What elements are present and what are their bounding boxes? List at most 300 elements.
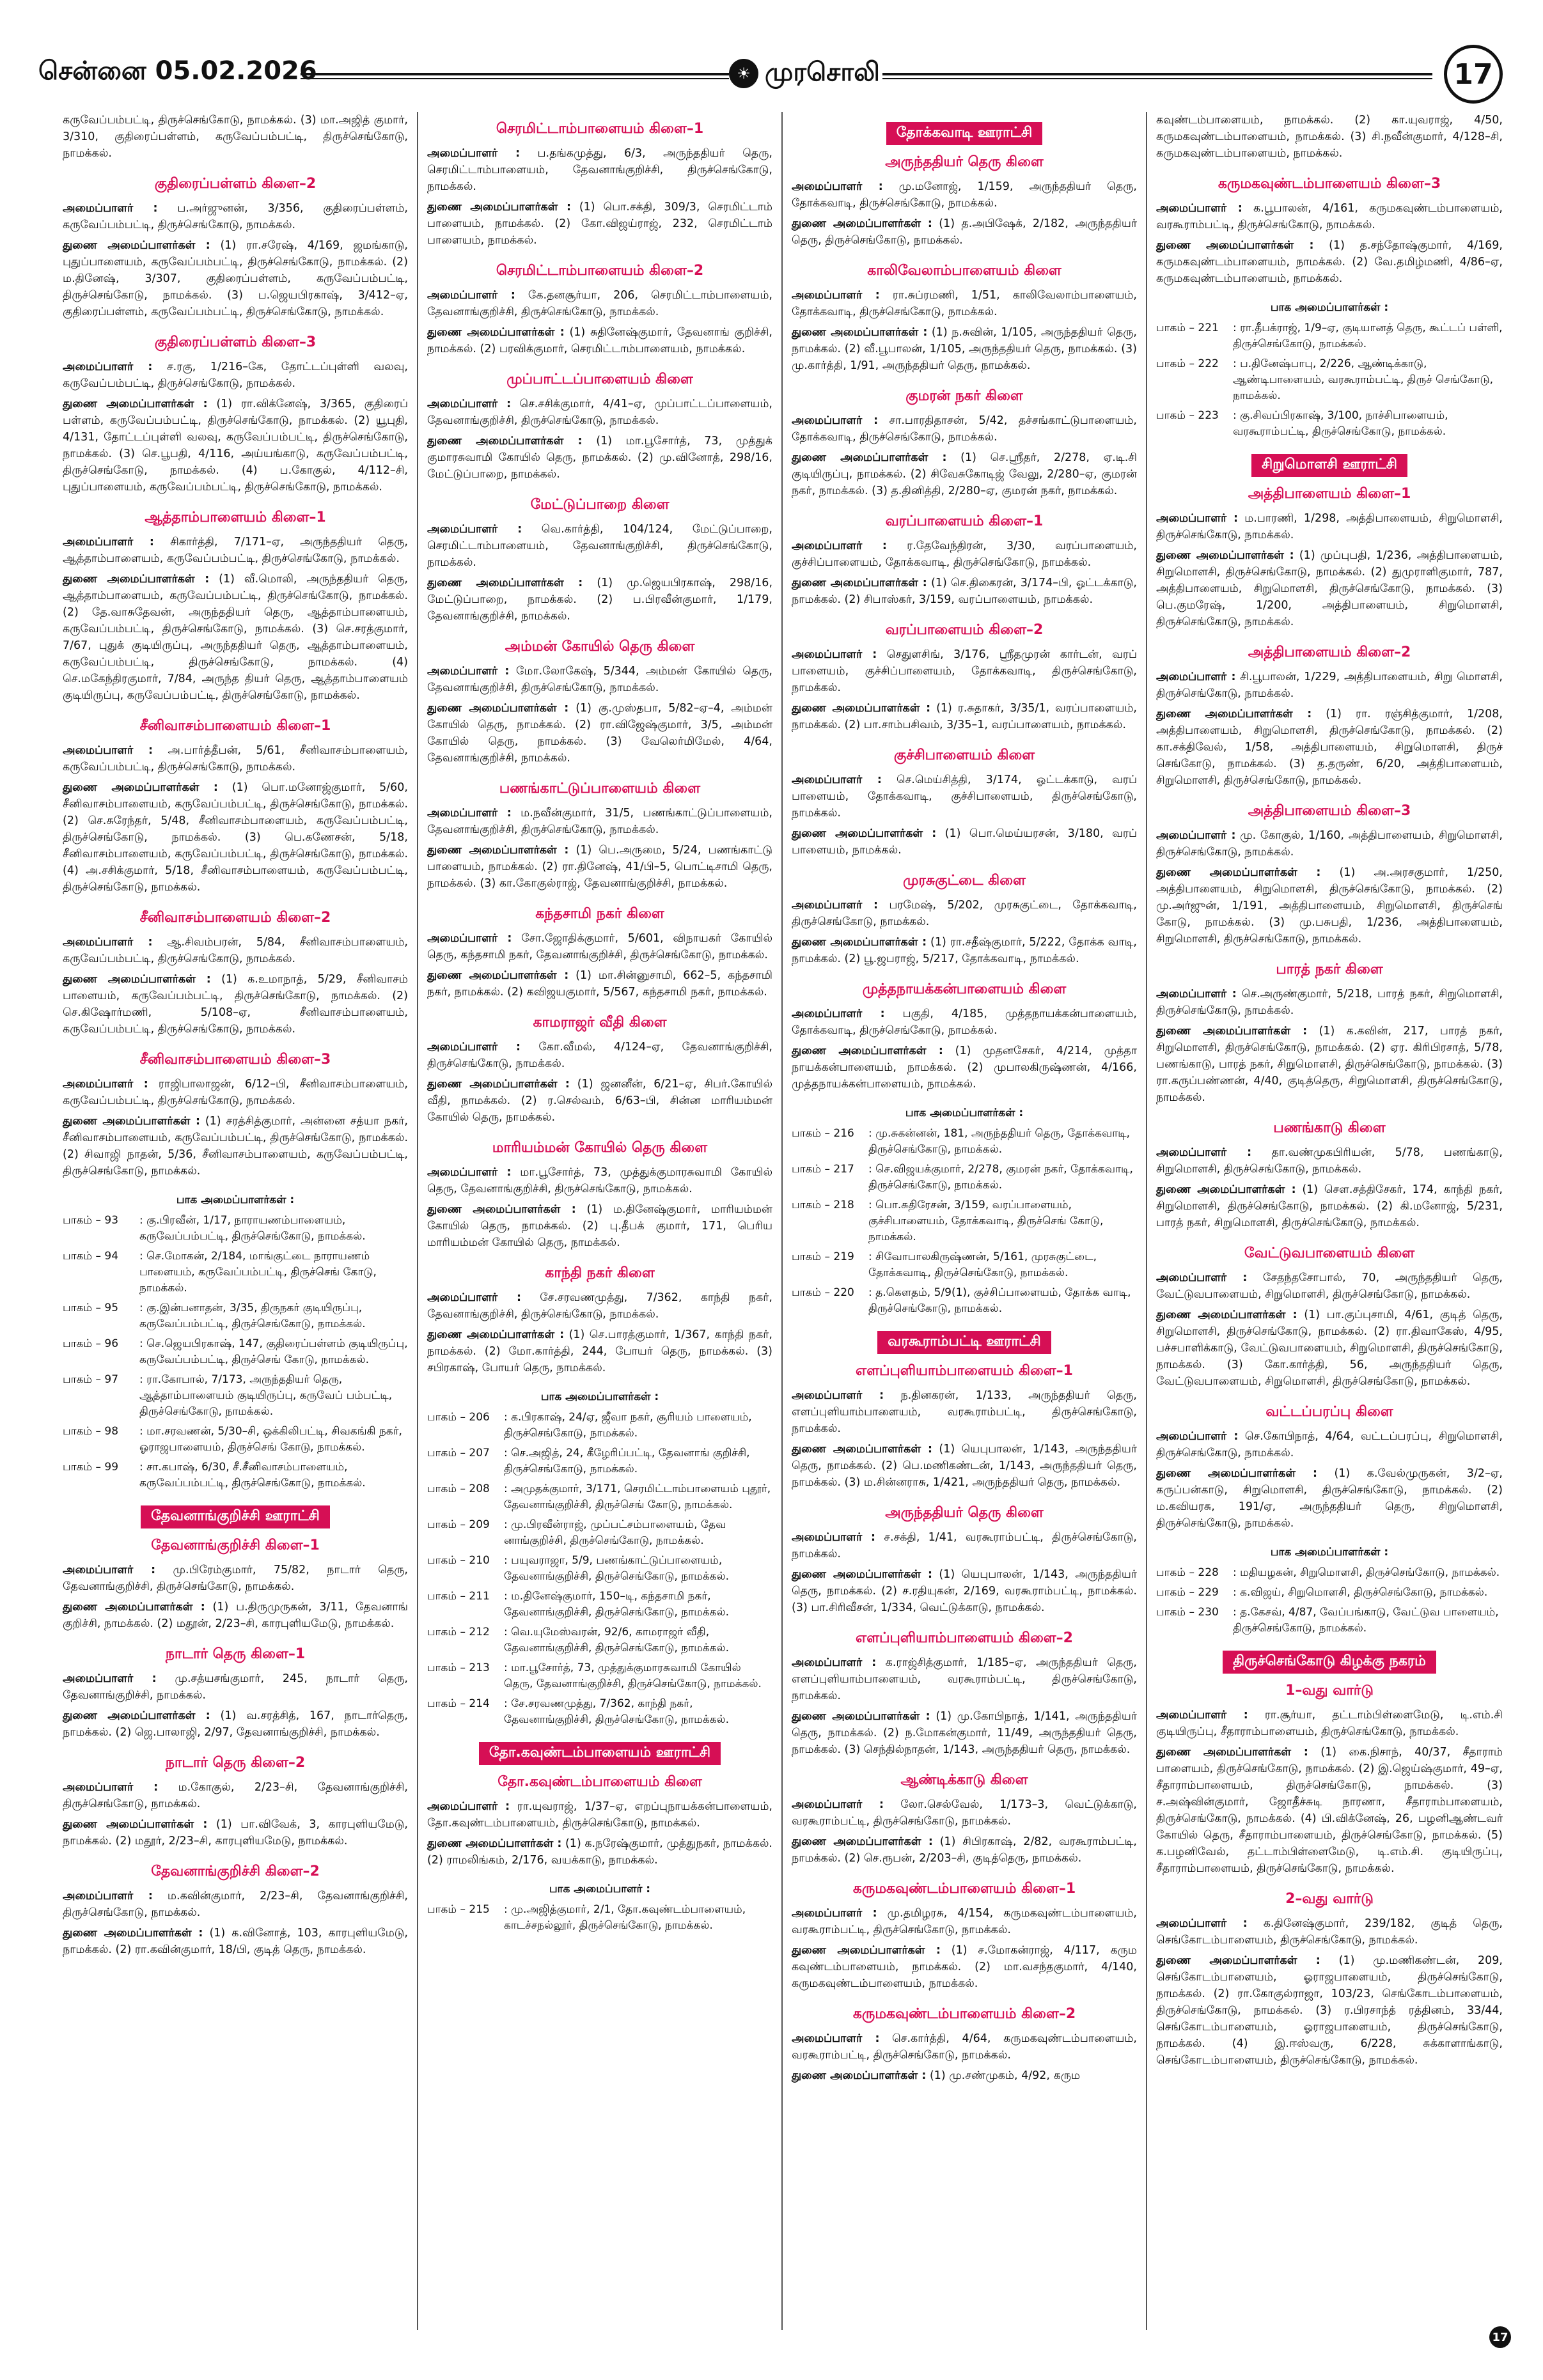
booth-member: : பயுவராஜா, 5/9, பணங்காட்டுப்பாளையம், தேவனாங்குறிச்சி, திருச்செங்கோடு, நாமக்கல்.: [504, 1554, 730, 1583]
role-label: அமைப்பாளர் :: [63, 1781, 159, 1794]
booth-number: பாகம் – 94: [63, 1250, 119, 1263]
booth-number: பாகம் – 95: [63, 1302, 119, 1314]
booth-row: [63, 1300, 408, 1332]
member-details: (1) க.கவின், 217, பாரத் நகர், சிறுமொளசி, திருச்செங்கோடு, நாமக்கல். (2) ஏர. கிரிபிரசாத், 5/78, பணங்காடு, பாரத் நகர், சிறுமொளசி, திருச்செங்கோடு, நாமக்கல். (3) ரா.கருப்பண்ணன், 4/40, குடித்தெரு, சிறுமொளசி, திருச்செங்கோடு, நாமக்கல்.: [1156, 1025, 1503, 1104]
role-label: துணை அமைப்பாளர்கள் :: [1156, 549, 1294, 562]
member-entry: [427, 842, 772, 892]
member-details: மு.சத்யசங்குமார், 245, நாடார் தெரு, தேவனாங்குறிச்சி, நாமக்கல்.: [63, 1672, 408, 1702]
branch-section: [427, 1265, 772, 1376]
branch-section: [1156, 1891, 1503, 2069]
member-entry: [427, 199, 772, 249]
page-number-badge: 17: [1444, 45, 1503, 104]
member-entry: [63, 571, 408, 704]
member-details: செ.அருண்குமார், 5/218, பாரத் நகர், சிறுமொளசி, திருச்செங்கோடு, நாமக்கல்.: [1156, 988, 1503, 1017]
column-3: [783, 112, 1147, 2330]
branch-title: ஆத்தாம்பாளையம் கிளை–1: [145, 509, 326, 525]
branch-title: குதிரைப்பள்ளம் கிளை–2: [154, 176, 317, 192]
booth-row: [1156, 1565, 1503, 1581]
booth-number: பாகம் – 218: [792, 1199, 854, 1211]
branch-section: [792, 1881, 1137, 1992]
member-details: (1) ஜனனீன், 6/21–ஏ, சிபர்.கோயில் வீதி, நாமக்கல். (2) ர.செல்வம், 6/63–பி, சின்ன மாரியம்மன் கோயில் தெரு, நாமக்கல்.: [427, 1078, 772, 1124]
branch-section: [1156, 1120, 1503, 1231]
branch-title: செரமிட்டாம்பாளையம் கிளை–2: [496, 263, 704, 279]
booth-row: [427, 1553, 772, 1585]
member-details: க.பூபாலன், 4/161, கருமகவுண்டம்பாளையம், வரகூராம்பட்டி, திருச்செங்கோடு, நாமக்கல்.: [1156, 202, 1503, 231]
member-details: ந.தினகரன், 1/133, அருந்ததியர் தெரு, எளப்புளியாம்பாளையம், வரகூராம்பட்டி, திருச்செங்கோடு, நாமக்கல்.: [792, 1389, 1137, 1435]
branch-title: கருமகவுண்டம்பாளையம் கிளை–2: [852, 2006, 1076, 2022]
member-entry: [792, 412, 1137, 446]
member-details: ராஜிபாலாஜன், 6/12–பி, சீனிவாசம்பாளையம், கருவேப்பம்பட்டி, திருச்செங்கோடு, நாமக்கல்.: [63, 1078, 408, 1107]
booth-row: [792, 1126, 1137, 1158]
branch-section: [792, 263, 1137, 374]
role-label: துணை அமைப்பாளர்கள் :: [427, 1203, 576, 1216]
branch-title: அத்திபாளையம் கிளை–1: [1248, 486, 1411, 502]
footer-page-number: 17: [1489, 2326, 1511, 2348]
member-details: (1) பொ.மனோஜ்குமார், 5/60, சீனிவாசம்பாளையம், கருவேப்பம்பட்டி, திருச்செங்கோடு, நாமக்கல். (2) செ.சுரேந்தர், 5/48, சீனிவாசம்பாளையம், கருவேப்பம்பட்டி, திருச்செங்கோடு, நாமக்கல். (3) பெ.கணேசன், 5/18, சீனிவாசம்பாளையம், கருவேப்பம்பட்டி, திருச்செங்கோடு, நாமக்கல். (4) அ.சசிக்குமார், 5/18, சீனிவாசம்பாளையம், கருவேப்பம்பட்டி, திருச்செங்கோடு, நாமக்கல்.: [63, 781, 408, 894]
booth-number: பாகம் – 213: [427, 1661, 490, 1674]
branch-title: காமராஜர் வீதி கிளை: [533, 1015, 667, 1031]
role-label: துணை அமைப்பாளர்கள் :: [792, 936, 927, 949]
member-entry: [427, 1798, 772, 1832]
member-details: செ.மெய்சித்தி, 3/174, ஓட்டக்காடு, வரப் பாளையம், தோக்கவாடி, குச்சிபாளையம், திருச்செங்கோடு, நாமக்கல்.: [792, 774, 1137, 820]
member-details: (1) க.நரேஷ்குமார், முத்துநகர், நாமக்கல். (2) ராமலிங்கம், 2/176, வயக்காடு, நாமக்கல்.: [427, 1837, 772, 1867]
member-details: (1) யெபுபாலன், 1/143, அருந்ததியர் தெரு, நாமக்கல். (2) ச.ரதியுகன், 2/169, வரகூராம்பட்டி, நாமக்கல். (3) பா.சிரிவீசன், 1/334, வெட்டுக்காடு, நாமக்கல்.: [792, 1568, 1137, 1614]
role-label: அமைப்பாளர் :: [1156, 202, 1242, 215]
member-entry: [792, 1441, 1137, 1491]
member-entry: [63, 1816, 408, 1849]
branch-title: அத்திபாளையம் கிளை–3: [1248, 803, 1411, 819]
member-details: ம.பாரணி, 1/298, அத்திபாளையம், சிறுமொளசி, திருச்செங்கோடு, நாமக்கல்.: [1156, 512, 1503, 541]
booth-member: : ப.தினேஷ்பாபு, 2/226, ஆண்டிக்காடு, ஆண்டிபாளையம், வரகூராம்பட்டி, திருச் செங்கோடு, நாமக்கல்.: [1233, 357, 1494, 402]
panchayat-heading-box: தேவனாங்குறிச்சி ஊராட்சி: [141, 1505, 330, 1528]
role-label: அமைப்பாளர் :: [427, 1166, 512, 1179]
member-details: ஆ.சிவம்பரன், 5/84, சீனிவாசம்பாளையம், கருவேப்பம்பட்டி, திருச்செங்கோடு, நாமக்கல்.: [63, 936, 408, 965]
member-details: (1) பொ.மெய்யரசன், 3/180, வரப் பாளையம், நாமக்கல்.: [792, 827, 1137, 857]
role-label: துணை அமைப்பாளர்கள் :: [792, 1710, 930, 1723]
role-label: துணை அமைப்பாளர்கள் :: [1156, 708, 1312, 720]
role-label: துணை அமைப்பாளர்கள் :: [1156, 1954, 1320, 1967]
branch-section: [63, 910, 408, 1038]
branch-section: [427, 121, 772, 249]
booth-row: [427, 1589, 772, 1621]
member-details: ரா.சுப்ரமணி, 1/51, காலிவேலாம்பாளையம், தோக்கவாடி, திருச்செங்கோடு, நாமக்கல்.: [792, 289, 1137, 318]
member-entry: [792, 825, 1137, 859]
member-entry: [63, 1925, 408, 1958]
branch-section: [427, 781, 772, 892]
booth-row: [63, 1372, 408, 1420]
role-label: துணை அமைப்பாளர்கள் :: [792, 702, 931, 715]
role-label: துணை அமைப்பாளர்கள் :: [63, 1818, 208, 1831]
branch-section: [427, 1140, 772, 1251]
member-details: (1) மா.பூசோர்த், 73, முத்துக் குமாரசுவாமி கோயில் தெரு, நாமக்கல். (2) மு.வினோத், 298/16, மேட்டுப்பாறை, நாமக்கல்.: [427, 435, 772, 481]
booth-row: [1156, 408, 1503, 440]
branch-title: நாடார் தெரு கிளை–1: [165, 1646, 306, 1662]
booth-row: [427, 1445, 772, 1477]
role-label: அமைப்பாளர் :: [1156, 671, 1236, 683]
branch-section: [1156, 644, 1503, 789]
branch-title: தோ.கவுண்டம்பாளையம் கிளை: [497, 1774, 702, 1790]
branch-title: சீனிவாசம்பாளையம் கிளை–1: [139, 718, 331, 734]
role-label: துணை அமைப்பாளர்கள் :: [63, 398, 208, 410]
member-details: செ.கோபிநாத், 4/64, வட்டப்பரப்பு, சிறுமொளசி, திருச்செங்கோடு, நாமக்கல்.: [1156, 1430, 1503, 1459]
role-label: துணை அமைப்பாளர்கள் :: [792, 217, 932, 230]
member-details: (1) வ.சரத்சித், 167, நாடார்தெரு, நாமக்கல். (2) ஜெ.பாலாஜி, 2/97, தேவனாங்குறிச்சி, நாமக்கல்.: [63, 1709, 408, 1739]
booth-row: [427, 1902, 772, 1934]
booth-number: பாகம் – 208: [427, 1482, 490, 1495]
member-details: (1) பெ.அருமை, 5/24, பணங்காட்டு பாளையம், நாமக்கல். (2) ரா.தினேஷ், 41/பி–5, பொட்டிசாமி தெரு, நாமக்கல். (3) கா.கோகுல்ராஜ், தேவனாங்குறிச்சி, நாமக்கல்.: [427, 844, 772, 890]
role-label: அமைப்பாளர் :: [63, 1890, 153, 1902]
role-label: துணை அமைப்பாளர்கள் :: [1156, 1183, 1296, 1196]
member-entry: [1156, 510, 1503, 543]
role-label: துணை அமைப்பாளர்கள் :: [1156, 1746, 1308, 1759]
role-label: அமைப்பாளர் :: [63, 936, 153, 949]
branch-title: வரப்பாளையம் கிளை–1: [885, 513, 1044, 529]
role-label: அமைப்பாளர் :: [792, 289, 880, 302]
booth-number: பாகம் – 228: [1156, 1566, 1219, 1579]
column-4: [1147, 112, 1512, 2330]
member-entry: [1156, 1952, 1503, 2069]
role-label: துணை அமைப்பாளர்கள் :: [63, 239, 210, 252]
booth-heading: பாக அமைப்பாளர் :: [549, 1883, 651, 1895]
booth-number: பாகம் – 206: [427, 1411, 490, 1424]
branch-section: [427, 906, 772, 1000]
branch-title: அம்மன் கோயில் தெரு கிளை: [505, 639, 695, 655]
member-details: (1) மு.மணிகண்டன், 209, செங்கோடம்பாளையம், ஓராஜபாளையம், திருச்செங்கோடு, நாமக்கல். (2) ரா.கோகுல்ராஜா, 103/23, செங்கோடம்பாளையம், திருச்செங்கோடு, நாமக்கல். (3) ர.பிரசாந்த் ரத்தினம், 33/44, செங்கோடம்பாளையம், ஓராஜபாளையம், திருச்செங்கோடு, நாமக்கல். (4) இ.ஈஸ்வரு, 6/228, சுக்காளாங்காடு, செங்கோடம்பாளையம், திருச்செங்கோடு, நாமக்கல்.: [1156, 1954, 1503, 2067]
member-entry: [1156, 200, 1503, 233]
panchayat-heading-box: தோ.கவுண்டம்பாளையம் ஊராட்சி: [479, 1742, 721, 1765]
role-label: அமைப்பாளர் :: [792, 1907, 877, 1920]
member-details: (1) முப்புபதி, 1/236, அத்திபாளையம், சிறுமொளசி, திருச்செங்கோடு, நாமக்கல். (2) துமுராளிகுமார், 787, அத்திபாளையம், சிறுமொளசி, திருச்செங்கோடு, நாமக்கல். (3) பெ.குமரேஷ், 1/200, அத்திபாளையம், சிறுமொளசி, திருச்செங்கோடு, நாமக்கல்.: [1156, 549, 1503, 628]
member-details: கே.தனசூர்யா, 206, செரமிட்டாம்பாளையம், தேவனாங்குறிச்சி, திருச்செங்கோடு, நாமக்கல்.: [427, 289, 772, 318]
booth-organisers: [427, 1390, 772, 1728]
member-details: ம.கோகுல், 2/23–சி, தேவனாங்குறிச்சி, திருச்செங்கோடு, நாமக்கல்.: [63, 1781, 408, 1810]
member-details: செ.கார்த்தி, 4/64, கருமகவுண்டம்பாளையம், வரகூராம்பட்டி, திருச்செங்கோடு, நாமக்கல்.: [792, 2032, 1137, 2062]
member-details: மு. கோகுல், 1/160, அத்திபாளையம், சிறுமொளசி, திருச்செங்கோடு, நாமக்கல்.: [1156, 829, 1503, 859]
booth-organisers: [63, 1194, 408, 1491]
branch-section: [427, 639, 772, 766]
booth-member: : ம.தினேஷ்குமார், 150–டி, கந்தசாமி நகர், தேவனாங்குறிச்சி, திருச்செங்கோடு, நாமக்கல்.: [504, 1590, 730, 1619]
booth-number: பாகம் – 207: [427, 1447, 490, 1459]
member-details: (1) ம.தினேஷ்குமார், மாரியம்மன் கோயில் தெரு, நாமக்கல். (2) பு.தீபக் குமார், 171, பெரிய மாரியம்மன் கோயில் தெரு, நாமக்கல்.: [427, 1203, 772, 1249]
member-details: மோ.லோகேஷ், 5/344, அம்மன் கோயில் தெரு, தேவனாங்குறிச்சி, திருச்செங்கோடு, நாமக்கல்.: [427, 665, 772, 694]
member-details: சி.பூபாலன், 1/229, அத்திபாளையம், சிறு மொளசி, திருச்செங்கோடு, நாமக்கல்.: [1156, 671, 1503, 700]
branch-section: [792, 981, 1137, 1093]
branch-title: வேட்டுவபாளையம் கிளை: [1244, 1245, 1415, 1261]
member-entry: [792, 1833, 1137, 1867]
branch-section: [427, 497, 772, 625]
booth-member: : த.கௌதம், 5/9(1), குச்சிப்பாளையம், தோக்க வாடி, திருச்செங்கோடு, நாமக்கல்.: [868, 1286, 1131, 1315]
role-label: துணை அமைப்பாளர்கள் :: [63, 973, 211, 986]
booth-heading: பாக அமைப்பாளர்கள் :: [905, 1107, 1024, 1119]
member-entry: [63, 1888, 408, 1921]
role-label: துணை அமைப்பாளர்கள் :: [792, 451, 947, 464]
role-label: அமைப்பாளர் :: [1156, 1146, 1252, 1159]
booth-member: : கு.இன்பனாதன், 3/35, திருநகர் குடியிருப்பு, கருவேப்பம்பட்டி, திருச்செங்கோடு, நாமக்கல்.: [139, 1302, 366, 1330]
branch-section: [63, 1646, 408, 1741]
booth-number: பாகம் – 220: [792, 1286, 854, 1299]
booth-member: : சா.கபாஷ், 6/30, சீ.சீனிவாசம்பாளையம், கருவேப்பம்பட்டி, திருச்செங்கோடு, நாமக்கல்.: [139, 1461, 366, 1489]
member-entry: [1156, 864, 1503, 947]
branch-section: [63, 718, 408, 896]
member-entry: [427, 1039, 772, 1072]
branch-section: [792, 747, 1137, 859]
member-details: (1) மு.கோபிநாத், 1/141, அருந்ததியர் தெரு, நாமக்கல். (2) ந.மோகன்குமார், 11/49, அருந்ததியர் தெரு, நாமக்கல். (3) செந்தில்நாதன், 1/143, அருந்ததியர் தெரு, நாமக்கல்.: [792, 1710, 1137, 1756]
branch-title: தேவனாங்குறிச்சி கிளை–2: [151, 1863, 320, 1879]
member-entry: [792, 1566, 1137, 1616]
role-label: துணை அமைப்பாளர்கள் :: [1156, 239, 1314, 252]
member-details: (1) அ.அரசகுமார், 1/250, அத்திபாளையம், சிறுமொளசி, திருச்செங்கோடு, நாமக்கல். (2) மு.அர்ஜுன், 1/191, அத்திபாளையம், சிறுமொளசி, திருச்செங் கோடு, நாமக்கல். (3) மு.பசுபதி, 1/236, அத்திபாளையம், சிறுமொளசி, திருச்செங்கோடு, நாமக்கல்.: [1156, 866, 1503, 945]
branch-section: [1156, 803, 1503, 947]
booth-row: [792, 1285, 1137, 1317]
booth-member: : மா.சரவணன், 5/30–சி, ஒக்கிலிபட்டி, சிவகங்கி நகர், ஓராஜபாளையம், திருச்செங் கோடு, நாமக்கல்.: [139, 1425, 402, 1454]
member-entry: [1156, 1181, 1503, 1231]
role-label: துணை அமைப்பாளர்கள் :: [792, 1835, 933, 1848]
member-details: (1) மா.சின்னுசாமி, 662–5, கந்தசாமி நகர், நாமக்கல். (2) கவிஜயகுமார், 5/567, கந்தசாமி நகர், நாமக்கல்.: [427, 969, 772, 999]
branch-title: 2–வது வார்டு: [1285, 1891, 1374, 1907]
booth-row: [427, 1624, 772, 1656]
member-details: சேதந்தசோபால், 70, அருந்ததியர் தெரு, வேட்டுவபாளையம், சிறுமொளசி, திருச்செங்கோடு, நாமக்கல்.: [1156, 1272, 1503, 1301]
booth-member: : செ.விஜயக்குமார், 2/278, குமரன் நகர், தோக்கவாடி, திருச்செங்கோடு, நாமக்கல்.: [868, 1163, 1133, 1192]
branch-title: செரமிட்டாம்பாளையம் கிளை–1: [496, 121, 704, 137]
branch-section: [427, 1015, 772, 1126]
booth-member: : ரா.கோபால், 7/173, அருந்ததியர் தெரு, ஆத்தாம்பாளையம் குடியிருப்பு, கருவேப் பம்பட்டி, திருச்செங்கோடு, நாமக்கல்.: [139, 1373, 393, 1418]
booth-organisers: [1156, 1546, 1503, 1637]
member-entry: [427, 575, 772, 625]
branch-title: கருமகவுண்டம்பாளையம் கிளை–1: [852, 1881, 1076, 1897]
member-details: வெ.கார்த்தி, 104/124, மேட்டுப்பாறை, செரமிட்டாம்பாளையம், தேவனாங்குறிச்சி, திருச்செங்கோடு, நாமக்கல்.: [427, 523, 772, 569]
branch-title: அருந்ததியர் தெரு கிளை: [885, 154, 1044, 170]
member-entry: [427, 396, 772, 429]
booth-row: [1156, 356, 1503, 404]
member-entry: [792, 1387, 1137, 1437]
branch-section: [792, 513, 1137, 608]
role-label: துணை அமைப்பாளர்கள் :: [1156, 1467, 1318, 1480]
role-label: துணை அமைப்பாளர்கள் :: [427, 969, 569, 982]
member-entry: [427, 1076, 772, 1126]
member-details: (1) ரா. ரஞ்சித்குமார், 1/208, அத்திபாளையம், சிறுமொளசி, திருச்செங்கோடு, நாமக்கல். (2) கா.சக்திவேல், 1/58, அத்திபாளையம், சிறுமொளசி, திருச் செங்கோடு, நாமக்கல். (3) த.தருண், 6/20, அத்திபாளையம், சிறுமொளசி, திருச்செங்கோடு, நாமக்கல்.: [1156, 708, 1503, 787]
member-entry: [427, 1835, 772, 1869]
role-label: துணை அமைப்பாளர்கள் :: [1156, 1025, 1308, 1038]
branch-title: தேவனாங்குறிச்சி கிளை–1: [151, 1537, 320, 1553]
member-entry: [792, 934, 1137, 967]
member-details: (1) ப.திருமுருகன், 3/11, தேவனாங் குறிச்சி, நாமக்கல். (2) மதூன், 2/23–சி, காரபுளியமேடு, நாமக்கல்.: [63, 1601, 408, 1630]
member-entry: [1156, 1428, 1503, 1461]
member-details: சோ.ஜோதிக்குமார், 5/601, விநாயகர் கோயில் தெரு, கந்தசாமி நகர், தேவனாங்குறிச்சி, திருச்செங்கோடு, நாமக்கல்.: [427, 932, 772, 961]
branch-section: [427, 263, 772, 357]
member-details: (1) கை.நிசாந், 40/37, சீதாராம் பாளையம், திருச்செங்கோடு, நாமக்கல். (2) இ.ஜெய்ஷ்குமார், 49–ஏ, சீதாராம்பாளையம், திருச்செங்கோடு, நாமக்கல். (3) ச.அஷ்வின்குமார், ஜோதீச்சுடி நாரணா, சீதாராம்பாளையம், திருச்செங்கோடு, நாமக்கல். (4) பி.விக்னேஷ், 26, பழனிஆண்டவர் கோயில் தெரு, சீதாராம்பாளையம், திருச்செங்கோடு, நாமக்கல். (5) க.பழனிவேல், தட்டாம்பிள்ளைமேடு, டி.எம்.சி. குடியிருப்பு, சீதாராம்பாளையம், திருச்செங்கோடு, நாமக்கல்.: [1156, 1746, 1503, 1875]
role-label: அமைப்பாளர் :: [427, 665, 510, 678]
member-entry: [427, 1201, 772, 1251]
branch-title: காலிவேலாம்பாளையம் கிளை: [867, 263, 1061, 279]
member-entry: [63, 742, 408, 775]
member-details: (1) க.வேல்முருகன், 3/2–ஏ, கருப்பன்காடு, சிறுமொளசி, திருச்செங்கோடு, நாமக்கல். (2) ம.கவியரசு, 191/ஏ, அருந்ததியர் தெரு, சிறுமொளசி, திருச்செங்கோடு, நாமக்கல்.: [1156, 1467, 1503, 1530]
member-details: (1) செ.திகைரன், 3/174–பி, ஓட்டக்காடு, நாமக்கல். (2) சிபாஸ்கர், 3/159, வரப்பாளையம், நாமக்கல்.: [792, 577, 1137, 606]
member-details: ர.தேவேந்திரன், 3/30, வரப்பாளையம், குச்சிப்பாளையம், தோக்கவாடி, திருச்செங்கோடு, நாமக்கல்.: [792, 540, 1137, 569]
member-details: (1) ச.மோகன்ராஜ், 4/117, கரும கவுண்டம்பாளையம், நாமக்கல். (2) மா.வசந்தகுமார், 4/140, கருமகவுண்டம்பாளையம், நாமக்கல்.: [792, 1944, 1137, 1990]
member-entry: [427, 1326, 772, 1376]
role-label: அமைப்பாளர் :: [63, 361, 153, 373]
role-label: துணை அமைப்பாளர்கள் :: [792, 1944, 941, 1957]
role-label: அமைப்பாளர் :: [792, 1007, 885, 1020]
member-entry: [792, 538, 1137, 571]
branch-title: 1–வது வார்டு: [1285, 1683, 1374, 1699]
member-entry: [63, 1562, 408, 1595]
member-entry: [792, 1529, 1137, 1562]
role-label: அமைப்பாளர் :: [427, 398, 512, 410]
role-label: அமைப்பாளர் :: [792, 180, 883, 193]
role-label: துணை அமைப்பாளர்கள் :: [427, 201, 571, 214]
booth-number: பாகம் – 210: [427, 1554, 490, 1567]
member-entry: [63, 396, 408, 495]
member-entry: [792, 215, 1137, 249]
role-label: துணை அமைப்பாளர்கள் :: [63, 1115, 200, 1128]
booth-number: பாகம் – 219: [792, 1250, 854, 1263]
article-columns: [54, 112, 1518, 2330]
role-label: துணை அமைப்பாளர்கள் :: [1156, 1309, 1297, 1321]
member-entry: [427, 967, 772, 1000]
role-label: அமைப்பாளர் :: [792, 1389, 884, 1402]
member-details: ப.தங்கமுத்து, 6/3, அருந்ததியர் தெரு, செரமிட்டாம்பாளையம், தேவனாங்குறிச்சி, திருச்செங்கோடு, நாமக்கல்.: [427, 147, 772, 193]
role-label: அமைப்பாளர் :: [427, 1041, 521, 1054]
branch-title: முரசுகுட்டை கிளை: [903, 873, 1026, 889]
role-label: அமைப்பாளர் :: [427, 523, 522, 536]
member-entry: [63, 934, 408, 967]
booth-row: [63, 1213, 408, 1245]
member-entry: [427, 700, 772, 766]
branch-title: பாரத் நகர் கிளை: [1276, 961, 1383, 977]
member-entry: [63, 200, 408, 233]
member-details: (1) கு.முஸ்தபா, 5/82–ஏ–4, அம்மன் கோயில் தெரு, நாமக்கல். (2) ரா.விஜேஷ்குமார், 3/5, அம்மன் கோயில் தெரு, நாமக்கல். (3) வேலெர்மிமேல், 4/64, தேவனாங்குறிச்சி, நாமக்கல்.: [427, 702, 772, 765]
edition-date: சென்னை 05.02.2026: [38, 56, 317, 86]
member-entry: [427, 663, 772, 696]
header-rule-right: [870, 73, 1432, 79]
member-details: (1) பா.விவேக், 3, காரபுளியமேடு, நாமக்கல். (2) மதூர், 2/23–சி, காரபுளியமேடு, நாமக்கல்.: [63, 1818, 408, 1847]
role-label: அமைப்பாளர் :: [792, 2032, 880, 2045]
member-details: (1) த.சந்தோஷ்குமார், 4/169, கருமகவுண்டம்பாளையம், நாமக்கல். (2) வே.தமிழ்மணி, 4/86–ஏ, கருமகவுண்டம்பாளையம், நாமக்கல்.: [1156, 239, 1503, 285]
branch-title: அத்திபாளையம் கிளை–2: [1248, 644, 1411, 660]
branch-title: குமரன் நகர் கிளை: [905, 388, 1023, 404]
branch-section: [1156, 1404, 1503, 1532]
member-entry: [1156, 669, 1503, 702]
booth-heading: பாக அமைப்பாளர்கள் :: [1270, 1546, 1389, 1559]
booth-number: பாகம் – 209: [427, 1518, 490, 1531]
branch-title: மாரியம்மன் கோயில் தெரு கிளை: [492, 1140, 708, 1156]
member-details: மு.மனோஜ், 1/159, அருந்ததியர் தெரு, தோக்கவாடி, திருச்செங்கோடு, நாமக்கல்.: [792, 180, 1137, 210]
member-details: பகுதி, 4/185, முத்தநாயக்கன்பாளையம், தோக்கவாடி, திருச்செங்கோடு, நாமக்கல்.: [792, 1007, 1137, 1037]
branch-section: [63, 176, 408, 320]
booth-number: பாகம் – 230: [1156, 1606, 1219, 1619]
member-details: (1) க.உமாநாத், 5/29, சீனிவாசம் பாளையம், கருவேப்பம்பட்டி, திருச்செங்கோடு, நாமக்கல். (2) செ.கிஷோர்மணி, 5/108–ஏ, சீனிவாசம்பாளையம், கருவேப்பம்பட்டி, திருச்செங்கோடு, நாமக்கல்.: [63, 973, 408, 1036]
booth-number: பாகம் – 215: [427, 1903, 490, 1916]
member-details: (1) யெபுபாலன், 1/143, அருந்ததியர் தெரு, நாமக்கல். (2) பெ.மணிகண்டன், 1/143, அருந்ததியர் தெரு, நாமக்கல். (3) ம.சின்னராசு, 1/421, அருந்ததியர் தெரு, நாமக்கல்.: [792, 1443, 1137, 1489]
member-entry: [792, 1043, 1137, 1093]
role-label: அமைப்பாளர் :: [427, 289, 515, 302]
member-details: (1) செ.பாரத்குமார், 1/367, காந்தி நகர், நாமக்கல். (2) மோ.கார்த்தி, 244, போயர் தெரு, நாமக்கல். (3) சபிரகாஷ், போயர் தெரு, நாமக்கல்.: [427, 1328, 772, 1374]
member-entry: [1156, 237, 1503, 287]
member-entry: [63, 237, 408, 320]
booth-number: பாகம் – 96: [63, 1337, 119, 1350]
booth-row: [427, 1660, 772, 1692]
member-details: செ.சசிக்குமார், 4/41–ஏ, முப்பாட்டப்பாளையம், தேவனாங்குறிச்சி, திருச்செங்கோடு, நாமக்கல்.: [427, 398, 772, 427]
role-label: துணை அமைப்பாளர்கள் :: [792, 1443, 933, 1456]
member-entry: [792, 449, 1137, 499]
member-entry: [63, 359, 408, 392]
booth-member: : மு.அஜித்குமார், 2/1, தோ.கவுண்டம்பாளையம், காடச்சநல்லூர், திருச்செங்கோடு, நாமக்கல்.: [504, 1903, 746, 1932]
branch-section: [1156, 1245, 1503, 1390]
member-details: சா.பாரதிதாசன், 5/42, தச்சங்காட்டுபாளையம், தோக்கவாடி, திருச்செங்கோடு, நாமக்கல்.: [792, 414, 1137, 444]
branch-title: முத்தநாயக்கன்பாளையம் கிளை: [862, 981, 1067, 997]
role-label: அமைப்பாளர் :: [427, 807, 512, 820]
branch-section: [1156, 961, 1503, 1106]
sun-logo-icon: ☀: [729, 59, 758, 88]
member-entry: [63, 779, 408, 896]
masthead: [729, 51, 882, 96]
role-label: துணை அமைப்பாளர்கள் :: [63, 1709, 210, 1722]
booth-row: [1156, 1585, 1503, 1601]
booth-member: : செ.அஜித், 24, கீழேரிப்பட்டி, தேவனாங் குறிச்சி, திருச்செங்கோடு, நாமக்கல்.: [504, 1447, 750, 1475]
role-label: துணை அமைப்பாளர்கள் :: [63, 573, 210, 586]
booth-number: பாகம் – 97: [63, 1373, 119, 1386]
member-entry: [63, 1113, 408, 1179]
role-label: துணை அமைப்பாளர்கள் :: [792, 2069, 927, 2082]
booth-row: [1156, 320, 1503, 352]
role-label: அமைப்பாளர் :: [427, 1291, 521, 1304]
member-details: கருவேப்பம்பட்டி, திருச்செங்கோடு, நாமக்கல். (3) மா.அஜித் குமார், 3/310, குதிரைப்பள்ளம், கருவேப்பம்பட்டி, திருச்செங்கோடு, நாமக்கல்.: [63, 114, 408, 160]
member-entry: [1156, 1144, 1503, 1178]
branch-title: குச்சிபாளையம் கிளை: [893, 747, 1035, 763]
branch-title: குதிரைப்பள்ளம் கிளை–3: [154, 334, 317, 350]
member-entry: [792, 575, 1137, 608]
booth-number: பாகம் – 223: [1156, 409, 1219, 422]
branch-section: [1156, 1651, 1503, 1877]
member-entry: [1156, 827, 1503, 860]
role-label: துணை அமைப்பாளர்கள் :: [792, 1568, 933, 1581]
member-details: கவுண்டம்பாளையம், நாமக்கல். (2) கா.யுவராஜ், 4/50, கருமகவுண்டம்பாளையம், நாமக்கல். (3) சி.நவீன்குமார், 4/128–சி, கருமகவுண்டம்பாளையம், நாமக்கல்.: [1156, 114, 1503, 160]
member-entry: [792, 646, 1137, 696]
member-entry: [427, 433, 772, 483]
booth-number: பாகம் – 99: [63, 1461, 119, 1474]
branch-title: நாடார் தெரு கிளை–2: [165, 1755, 306, 1771]
role-label: அமைப்பாளர் :: [1156, 512, 1238, 525]
booth-heading: பாக அமைப்பாளர்கள் :: [540, 1390, 659, 1403]
branch-title: எளப்புளியாம்பாளையம் கிளை–1: [856, 1363, 1073, 1379]
role-label: துணை அமைப்பாளர்கள் :: [427, 844, 569, 857]
branch-section: [792, 1772, 1137, 1867]
role-label: துணை அமைப்பாளர்கள் :: [1156, 866, 1321, 879]
member-entry: [1156, 1744, 1503, 1877]
branch-section: [63, 112, 408, 162]
booth-member: : அமுதக்குமார், 3/171, செரமிட்டாம்பாளையம் புதூர், தேவனாங்குறிச்சி, திருச்செங் கோடு, நாமக்கல்.: [504, 1482, 771, 1511]
member-entry: [792, 1942, 1137, 1992]
branch-section: [792, 622, 1137, 733]
booth-member: : செ.மோகன், 2/184, மாங்குட்டை நாராயணம் பாளையம், கருவேப்பம்பட்டி, திருச்செங் கோடு, நாமக்கல்.: [139, 1250, 377, 1295]
member-details: அ.பார்த்தீபன், 5/61, சீனிவாசம்பாளையம், கருவேப்பம்பட்டி, திருச்செங்கோடு, நாமக்கல்.: [63, 744, 408, 774]
member-entry: [63, 1076, 408, 1109]
role-label: துணை அமைப்பாளர்கள் :: [792, 577, 927, 589]
booth-member: : க.விஜய், சிறுமொளசி, திருச்செங்கோடு, நாமக்கல்.: [1233, 1586, 1488, 1599]
member-entry: [792, 1708, 1137, 1758]
booth-row: [792, 1197, 1137, 1245]
role-label: அமைப்பாளர் :: [1156, 1430, 1239, 1443]
branch-title: பணங்காட்டுப்பாளையம் கிளை: [499, 781, 701, 797]
member-entry: [1156, 1465, 1503, 1532]
role-label: அமைப்பாளர் :: [792, 1798, 884, 1811]
booth-number: பாகம் – 217: [792, 1163, 854, 1176]
booth-organisers: [1156, 301, 1503, 440]
role-label: அமைப்பாளர் :: [1156, 988, 1237, 1000]
member-details: (1) ரா.சதீஷ்குமார், 5/222, தோக்க வாடி, நாமக்கல். (2) பூ.ஜபராஜ், 5/217, தோக்கவாடி, நாமக்கல்.: [792, 936, 1137, 965]
role-label: அமைப்பாளர் :: [427, 1800, 510, 1813]
